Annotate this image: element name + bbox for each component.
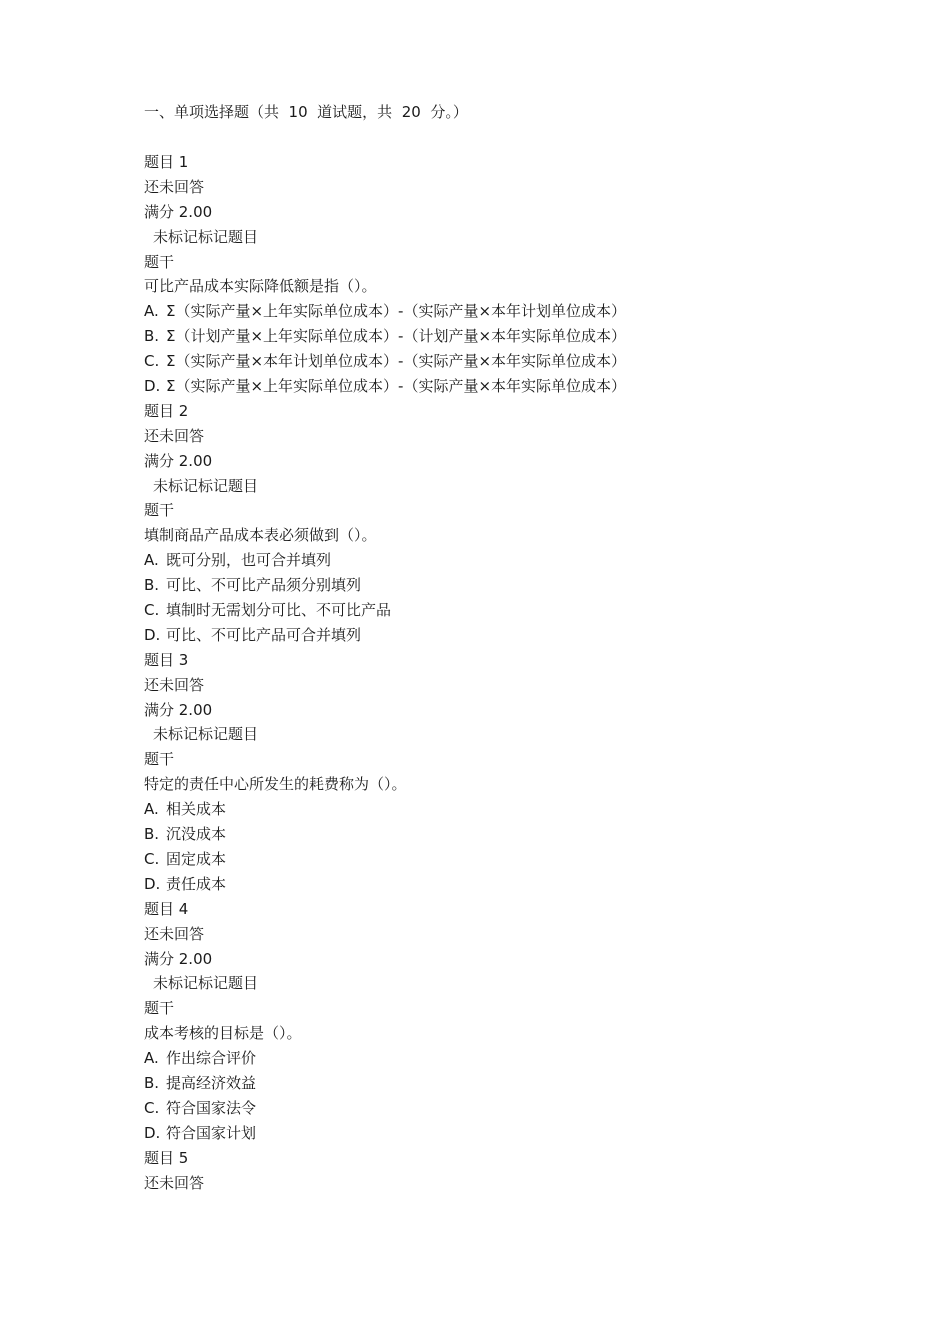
question-label: 题目 4 xyxy=(144,899,189,918)
question-status: 还未回答 xyxy=(144,177,205,196)
option-text: 固定成本 xyxy=(166,849,227,868)
option-letter: B. xyxy=(144,1073,160,1092)
question-3 xyxy=(144,648,844,897)
option-a[interactable] xyxy=(144,797,844,822)
question-stem: 可比产品成本实际降低额是指（）。 xyxy=(144,277,377,296)
question-2 xyxy=(144,399,844,648)
option-text: 提高经济效益 xyxy=(166,1073,257,1092)
question-status: 还未回答 xyxy=(144,426,205,445)
flag-question-link[interactable]: 未标记标记题目 xyxy=(153,974,259,993)
question-status: 还未回答 xyxy=(144,675,205,694)
option-letter: D. xyxy=(144,874,161,893)
option-b[interactable] xyxy=(144,822,844,847)
section-title: 一、单项选择题（共 10 道试题，共 20 分。） xyxy=(144,103,468,121)
question-stem: 填制商品产品成本表必须做到（）。 xyxy=(144,526,377,545)
question-score: 满分 2.00 xyxy=(144,451,213,470)
option-text: Σ（实际产量×上年实际单位成本）-（实际产量×本年计划单位成本） xyxy=(166,302,627,321)
document-page xyxy=(144,100,844,1195)
option-a[interactable] xyxy=(144,299,844,324)
option-a[interactable] xyxy=(144,548,844,573)
option-text: 相关成本 xyxy=(166,800,227,819)
question-status: 还未回答 xyxy=(144,924,205,943)
option-letter: D. xyxy=(144,625,161,644)
flag-question-link[interactable]: 未标记标记题目 xyxy=(153,227,259,246)
question-label: 题目 3 xyxy=(144,650,189,669)
option-letter: C. xyxy=(144,849,160,868)
option-b[interactable] xyxy=(144,324,844,349)
option-letter: B. xyxy=(144,576,160,595)
option-text: 符合国家计划 xyxy=(166,1123,257,1142)
option-letter: C. xyxy=(144,352,160,371)
question-stem-label: 题干 xyxy=(144,501,175,520)
option-letter: B. xyxy=(144,825,160,844)
option-letter: A. xyxy=(144,800,159,819)
flag-question-link[interactable]: 未标记标记题目 xyxy=(153,725,259,744)
question-label: 题目 1 xyxy=(144,153,189,171)
option-letter: B. xyxy=(144,327,160,346)
option-d[interactable] xyxy=(144,872,844,897)
question-label: 题目 5 xyxy=(144,1148,189,1167)
option-letter: D. xyxy=(144,1123,161,1142)
option-text: 可比、不可比产品须分别填列 xyxy=(166,576,362,595)
option-c[interactable] xyxy=(144,847,844,872)
question-label: 题目 2 xyxy=(144,401,189,420)
question-4 xyxy=(144,897,844,1146)
question-5 xyxy=(144,1146,844,1196)
option-c[interactable] xyxy=(144,349,844,374)
option-letter: A. xyxy=(144,1049,159,1068)
option-text: 沉没成本 xyxy=(166,825,227,844)
option-d[interactable] xyxy=(144,374,844,399)
option-text: Σ（实际产量×上年实际单位成本）-（实际产量×本年实际单位成本） xyxy=(166,377,627,396)
option-text: Σ（计划产量×上年实际单位成本）-（计划产量×本年实际单位成本） xyxy=(166,327,627,346)
option-text: Σ（实际产量×本年计划单位成本）-（实际产量×本年实际单位成本） xyxy=(166,352,627,371)
flag-question-link[interactable]: 未标记标记题目 xyxy=(153,476,259,495)
question-stem: 成本考核的目标是（）。 xyxy=(144,1024,302,1043)
option-text: 责任成本 xyxy=(166,874,227,893)
option-text: 既可分别，也可合并填列 xyxy=(166,551,332,570)
option-text: 填制时无需划分可比、不可比产品 xyxy=(166,601,392,620)
option-text: 可比、不可比产品可合并填列 xyxy=(166,625,362,644)
question-score: 满分 2.00 xyxy=(144,202,213,221)
question-stem-label: 题干 xyxy=(144,999,175,1018)
option-letter: D. xyxy=(144,377,161,396)
option-b[interactable] xyxy=(144,1071,844,1096)
option-letter: C. xyxy=(144,1098,160,1117)
option-text: 作出综合评价 xyxy=(166,1049,257,1068)
option-d[interactable] xyxy=(144,1121,844,1146)
option-b[interactable] xyxy=(144,573,844,598)
question-score: 满分 2.00 xyxy=(144,700,213,719)
question-score: 满分 2.00 xyxy=(144,949,213,968)
question-stem-label: 题干 xyxy=(144,750,175,769)
question-stem-label: 题干 xyxy=(144,252,175,271)
option-letter: C. xyxy=(144,601,160,620)
option-c[interactable] xyxy=(144,1096,844,1121)
question-status: 还未回答 xyxy=(144,1173,205,1192)
question-1 xyxy=(144,150,844,399)
option-text: 符合国家法令 xyxy=(166,1098,257,1117)
option-c[interactable] xyxy=(144,598,844,623)
option-a[interactable] xyxy=(144,1046,844,1071)
question-stem: 特定的责任中心所发生的耗费称为（）。 xyxy=(144,775,407,794)
option-d[interactable] xyxy=(144,623,844,648)
option-letter: A. xyxy=(144,551,159,570)
option-letter: A. xyxy=(144,302,159,321)
